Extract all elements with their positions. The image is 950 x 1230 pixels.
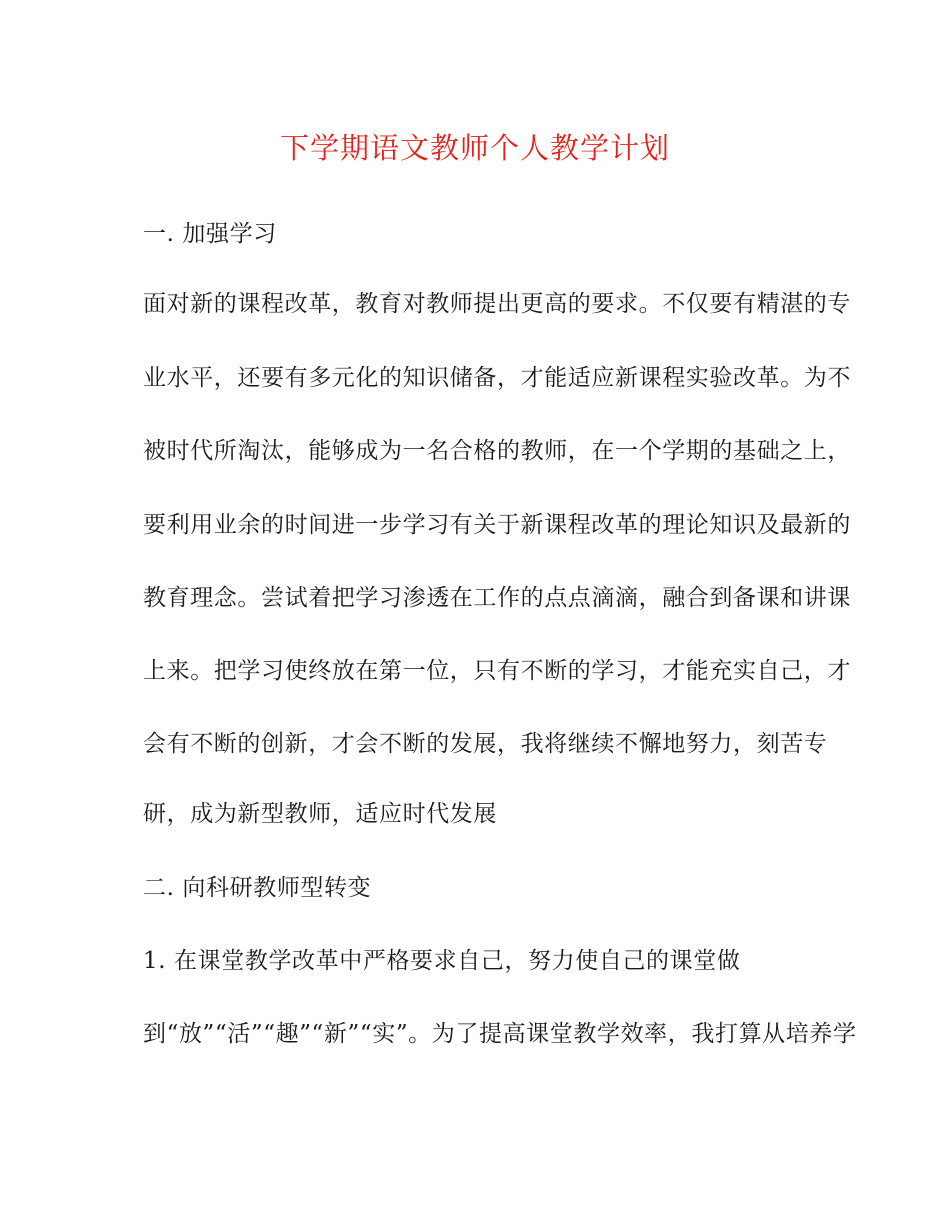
paragraph-line: 上来。把学习使终放在第一位，只有不断的学习，才能充实自己，才 <box>143 658 851 684</box>
list-item-line: 到“放”“活”“趣”“新”“实”。为了提高课堂教学效率，我打算从培养学 <box>143 1021 857 1047</box>
paragraph-line: 会有不断的创新，才会不断的发展，我将继续不懈地努力，刻苦专 <box>143 731 828 757</box>
section-heading-1: 一. 加强学习 <box>143 221 277 247</box>
paragraph-line: 教育理念。尝试着把学习渗透在工作的点点滴滴，融合到备课和讲课 <box>143 585 851 611</box>
document-title: 下学期语文教师个人教学计划 <box>279 131 670 165</box>
paragraph-line: 面对新的课程改革，教育对教师提出更高的要求。不仅要有精湛的专 <box>143 291 851 317</box>
list-item-line: 1. 在课堂教学改革中严格要求自己，努力使自己的课堂做 <box>143 948 741 974</box>
paragraph-line: 研，成为新型教师，适应时代发展 <box>143 801 497 827</box>
section-heading-2: 二. 向科研教师型转变 <box>143 875 372 901</box>
paragraph-line: 被时代所淘汰，能够成为一名合格的教师，在一个学期的基础之上， <box>143 438 851 464</box>
paragraph-line: 要利用业余的时间进一步学习有关于新课程改革的理论知识及最新的 <box>143 512 851 538</box>
paragraph-line: 业水平，还要有多元化的知识储备，才能适应新课程实验改革。为不 <box>143 365 851 391</box>
